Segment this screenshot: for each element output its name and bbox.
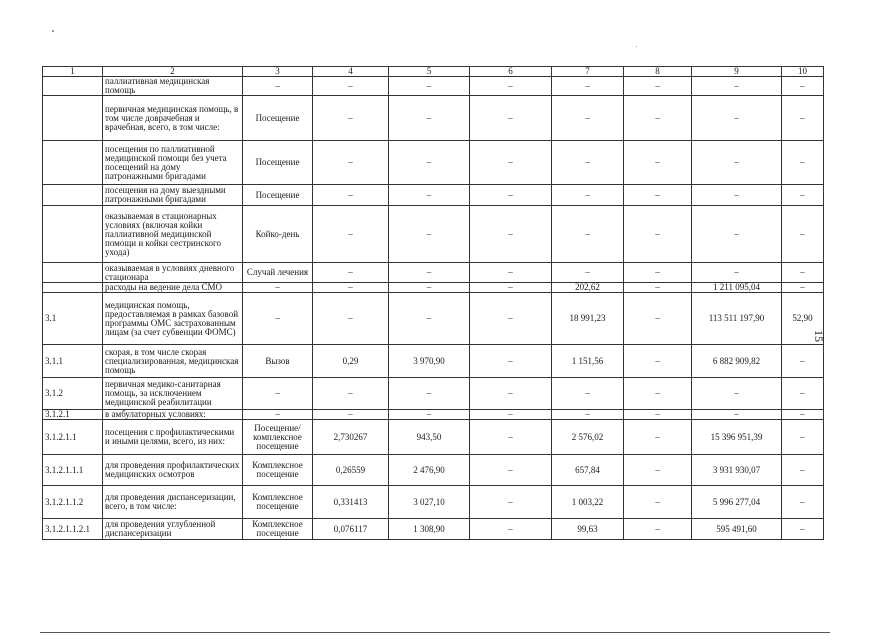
- cell-col5: 2 476,90: [389, 455, 470, 486]
- row-name: медицинская помощь, предоставляемая в рамках базовой программы ОМС застрахованным лицам (за счет субвенции ФОМС): [103, 293, 243, 345]
- row-name: посещения на дому выездными патронажными бригадами: [103, 185, 243, 206]
- cell-col4: –: [313, 263, 389, 283]
- row-code: [43, 77, 103, 96]
- cell-col9: –: [692, 410, 782, 420]
- column-header: 5: [389, 67, 470, 77]
- cell-col6: –: [470, 283, 552, 293]
- cell-col4: –: [313, 96, 389, 141]
- cell-col6: –: [470, 263, 552, 283]
- row-code: 3.1.2.1.1.1: [43, 455, 103, 486]
- table-row: [43, 263, 824, 283]
- row-unit: Посещение: [243, 96, 313, 141]
- financing-table: [42, 66, 824, 540]
- cell-col6: –: [470, 455, 552, 486]
- cell-col9: 1 211 095,04: [692, 283, 782, 293]
- cell-col10: –: [782, 283, 824, 293]
- row-name: посещения с профилактическими и иными целями, всего, из них:: [103, 420, 243, 455]
- page-number: 15: [812, 330, 826, 342]
- cell-col6: –: [470, 185, 552, 206]
- row-code: [43, 96, 103, 141]
- row-code: [43, 141, 103, 185]
- cell-col5: –: [389, 185, 470, 206]
- table-row: [43, 455, 824, 486]
- cell-col10: –: [782, 486, 824, 519]
- cell-col6: –: [470, 410, 552, 420]
- cell-col8: –: [624, 206, 692, 263]
- cell-col7: 202,62: [552, 283, 624, 293]
- bottom-rule: [40, 632, 830, 633]
- cell-col9: –: [692, 206, 782, 263]
- cell-col10: 52,90: [782, 293, 824, 345]
- cell-col7: 657,84: [552, 455, 624, 486]
- cell-col8: –: [624, 293, 692, 345]
- cell-col9: –: [692, 378, 782, 410]
- row-code: [43, 185, 103, 206]
- cell-col7: –: [552, 96, 624, 141]
- scan-speck: [636, 46, 637, 47]
- cell-col5: –: [389, 96, 470, 141]
- cell-col8: –: [624, 455, 692, 486]
- cell-col9: 6 882 909,82: [692, 345, 782, 378]
- table-row: [43, 77, 824, 96]
- table-body: [43, 77, 824, 540]
- cell-col4: –: [313, 206, 389, 263]
- cell-col10: –: [782, 96, 824, 141]
- cell-col7: –: [552, 263, 624, 283]
- cell-col5: 943,50: [389, 420, 470, 455]
- cell-col6: –: [470, 519, 552, 540]
- cell-col4: 0,076117: [313, 519, 389, 540]
- cell-col10: –: [782, 185, 824, 206]
- row-code: [43, 206, 103, 263]
- cell-col9: 595 491,60: [692, 519, 782, 540]
- cell-col5: –: [389, 410, 470, 420]
- row-unit: –: [243, 293, 313, 345]
- row-unit: Комплексное посещение: [243, 455, 313, 486]
- scan-speck: [52, 30, 54, 32]
- column-header: 8: [624, 67, 692, 77]
- cell-col4: 0,26559: [313, 455, 389, 486]
- cell-col6: –: [470, 420, 552, 455]
- cell-col10: –: [782, 410, 824, 420]
- cell-col5: –: [389, 293, 470, 345]
- cell-col8: –: [624, 77, 692, 96]
- cell-col4: –: [313, 77, 389, 96]
- table-row: [43, 206, 824, 263]
- cell-col9: –: [692, 141, 782, 185]
- row-unit: –: [243, 410, 313, 420]
- cell-col7: –: [552, 410, 624, 420]
- cell-col5: –: [389, 141, 470, 185]
- column-header: 7: [552, 67, 624, 77]
- cell-col10: –: [782, 77, 824, 96]
- table-row: [43, 486, 824, 519]
- cell-col4: 0,29: [313, 345, 389, 378]
- table-row: [43, 141, 824, 185]
- cell-col8: –: [624, 410, 692, 420]
- row-name: паллиативная медицинская помощь: [103, 77, 243, 96]
- table-row: [43, 519, 824, 540]
- cell-col5: –: [389, 263, 470, 283]
- cell-col10: –: [782, 206, 824, 263]
- row-name: расходы на ведение дела СМО: [103, 283, 243, 293]
- row-unit: Случай лечения: [243, 263, 313, 283]
- cell-col10: –: [782, 263, 824, 283]
- row-unit: Посещение: [243, 141, 313, 185]
- cell-col7: –: [552, 185, 624, 206]
- column-header: 1: [43, 67, 103, 77]
- table-row: [43, 283, 824, 293]
- cell-col8: –: [624, 263, 692, 283]
- cell-col8: –: [624, 345, 692, 378]
- row-code: [43, 263, 103, 283]
- cell-col10: –: [782, 141, 824, 185]
- cell-col4: 2,730267: [313, 420, 389, 455]
- column-header: 2: [103, 67, 243, 77]
- row-unit: –: [243, 77, 313, 96]
- cell-col7: 1 003,22: [552, 486, 624, 519]
- row-name: оказываемая в стационарных условиях (включая койки паллиативной медицинской помощи и койки сестринского ухода): [103, 206, 243, 263]
- row-name: первичная медико-санитарная помощь, за исключением медицинской реабилитации: [103, 378, 243, 410]
- table-row: [43, 378, 824, 410]
- cell-col8: –: [624, 141, 692, 185]
- cell-col6: –: [470, 345, 552, 378]
- cell-col6: –: [470, 206, 552, 263]
- cell-col7: –: [552, 378, 624, 410]
- cell-col8: –: [624, 283, 692, 293]
- cell-col5: –: [389, 378, 470, 410]
- cell-col8: –: [624, 420, 692, 455]
- cell-col7: –: [552, 206, 624, 263]
- cell-col9: 3 931 930,07: [692, 455, 782, 486]
- row-unit: Комплексное посещение: [243, 486, 313, 519]
- cell-col4: 0,331413: [313, 486, 389, 519]
- row-name: первичная медицинская помощь, в том числе доврачебная и врачебная, всего, в том числе:: [103, 96, 243, 141]
- row-code: 3.1.2.1.1.2.1: [43, 519, 103, 540]
- cell-col6: –: [470, 77, 552, 96]
- table-row: [43, 345, 824, 378]
- cell-col4: –: [313, 283, 389, 293]
- row-unit: Койко-день: [243, 206, 313, 263]
- table-row: [43, 420, 824, 455]
- cell-col5: –: [389, 206, 470, 263]
- cell-col5: –: [389, 283, 470, 293]
- column-header: 9: [692, 67, 782, 77]
- cell-col6: –: [470, 486, 552, 519]
- table-row: [43, 293, 824, 345]
- row-unit: –: [243, 283, 313, 293]
- cell-col10: –: [782, 345, 824, 378]
- row-name: для проведения углубленной диспансеризации: [103, 519, 243, 540]
- row-name: для проведения диспансеризации, всего, в том числе:: [103, 486, 243, 519]
- cell-col7: –: [552, 77, 624, 96]
- cell-col8: –: [624, 519, 692, 540]
- cell-col7: 1 151,56: [552, 345, 624, 378]
- row-code: 3.1.1: [43, 345, 103, 378]
- table-row: [43, 410, 824, 420]
- column-header: 3: [243, 67, 313, 77]
- cell-col7: –: [552, 141, 624, 185]
- cell-col8: –: [624, 96, 692, 141]
- row-unit: Посещение: [243, 185, 313, 206]
- cell-col4: –: [313, 141, 389, 185]
- cell-col9: –: [692, 263, 782, 283]
- cell-col9: –: [692, 185, 782, 206]
- cell-col9: 5 996 277,04: [692, 486, 782, 519]
- cell-col5: 3 027,10: [389, 486, 470, 519]
- cell-col6: –: [470, 378, 552, 410]
- cell-col7: 2 576,02: [552, 420, 624, 455]
- row-code: 3.1.2.1: [43, 410, 103, 420]
- cell-col5: –: [389, 77, 470, 96]
- cell-col4: –: [313, 185, 389, 206]
- row-name: оказываемая в условиях дневного стационара: [103, 263, 243, 283]
- cell-col4: –: [313, 410, 389, 420]
- cell-col8: –: [624, 185, 692, 206]
- row-unit: –: [243, 378, 313, 410]
- cell-col10: –: [782, 455, 824, 486]
- row-name: скорая, в том числе скорая специализированная, медицинская помощь: [103, 345, 243, 378]
- row-name: для проведения профилактических медицинских осмотров: [103, 455, 243, 486]
- cell-col6: –: [470, 141, 552, 185]
- row-unit: Посещение/ комплексное посещение: [243, 420, 313, 455]
- row-code: 3.1.2: [43, 378, 103, 410]
- row-name: посещения по паллиативной медицинской помощи без учета посещений на дому патронажными бригадами: [103, 141, 243, 185]
- cell-col6: –: [470, 96, 552, 141]
- cell-col5: 3 970,90: [389, 345, 470, 378]
- row-code: 3.1.2.1.1.2: [43, 486, 103, 519]
- row-unit: Комплексное посещение: [243, 519, 313, 540]
- cell-col6: –: [470, 293, 552, 345]
- cell-col4: –: [313, 293, 389, 345]
- cell-col8: –: [624, 378, 692, 410]
- row-name: в амбулаторных условиях:: [103, 410, 243, 420]
- table-row: [43, 96, 824, 141]
- cell-col9: –: [692, 96, 782, 141]
- cell-col7: 18 991,23: [552, 293, 624, 345]
- table-row: [43, 185, 824, 206]
- cell-col9: –: [692, 77, 782, 96]
- cell-col4: –: [313, 378, 389, 410]
- column-header: 10: [782, 67, 824, 77]
- cell-col10: –: [782, 519, 824, 540]
- cell-col10: –: [782, 420, 824, 455]
- cell-col7: 99,63: [552, 519, 624, 540]
- cell-col9: 15 396 951,39: [692, 420, 782, 455]
- cell-col8: –: [624, 486, 692, 519]
- header-row: [43, 67, 824, 77]
- cell-col5: 1 308,90: [389, 519, 470, 540]
- row-code: [43, 283, 103, 293]
- cell-col9: 113 511 197,90: [692, 293, 782, 345]
- column-header: 6: [470, 67, 552, 77]
- row-code: 3.1.2.1.1: [43, 420, 103, 455]
- column-header: 4: [313, 67, 389, 77]
- row-unit: Вызов: [243, 345, 313, 378]
- row-code: 3.1: [43, 293, 103, 345]
- cell-col10: –: [782, 378, 824, 410]
